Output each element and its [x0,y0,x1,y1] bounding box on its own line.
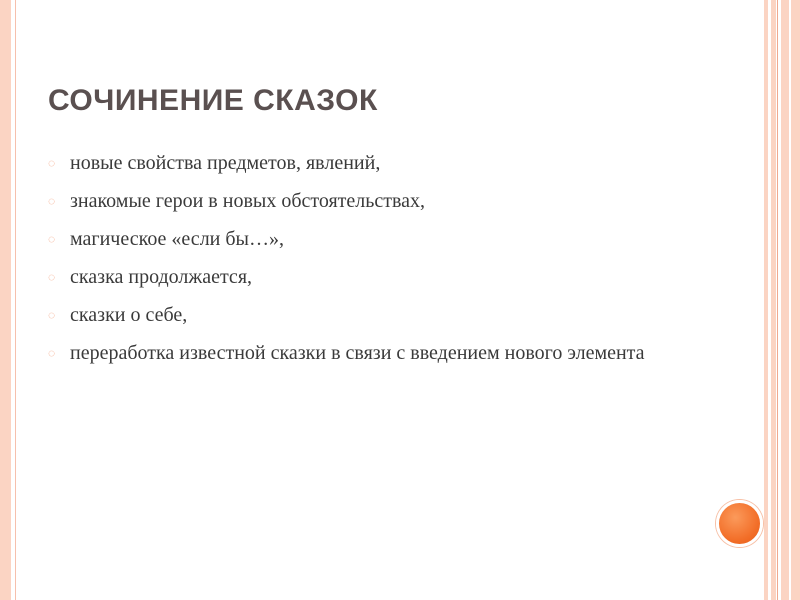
bullet-text: сказка продолжается, [70,266,253,288]
left-decorative-line [15,0,16,600]
bullet-text: знакомые герои в новых обстоятельствах, [70,190,426,212]
bullet-icon: ◌ [48,346,56,360]
right-decorative-stripe-2 [771,0,776,600]
right-decorative-gap [789,0,791,600]
bullet-item [48,226,738,253]
bullet-text: новые свойства предметов, явлений, [70,152,381,174]
bullet-item [48,302,738,329]
right-decorative-stripe-1 [764,0,768,600]
bullet-item [48,188,738,215]
slide-title: СОЧИНЕНИЕ СКАЗОК [48,84,378,117]
bullet-item [48,150,738,177]
bullet-icon: ◌ [48,156,56,170]
bullet-icon: ◌ [48,270,56,284]
right-decorative-line [777,0,778,600]
bullet-icon: ◌ [48,194,56,208]
bullet-icon: ◌ [48,232,56,246]
bullet-text: сказки о себе, [70,304,188,326]
bullet-text: переработка известной сказки в связи с введением нового элемента [70,342,645,364]
bullet-item [48,340,738,367]
bullet-item [48,264,738,291]
left-decorative-stripe [0,0,11,600]
orange-circle-decoration [716,500,763,547]
bullet-icon: ◌ [48,308,56,322]
bullet-list [48,150,738,378]
bullet-text: магическое «если бы…», [70,228,284,250]
